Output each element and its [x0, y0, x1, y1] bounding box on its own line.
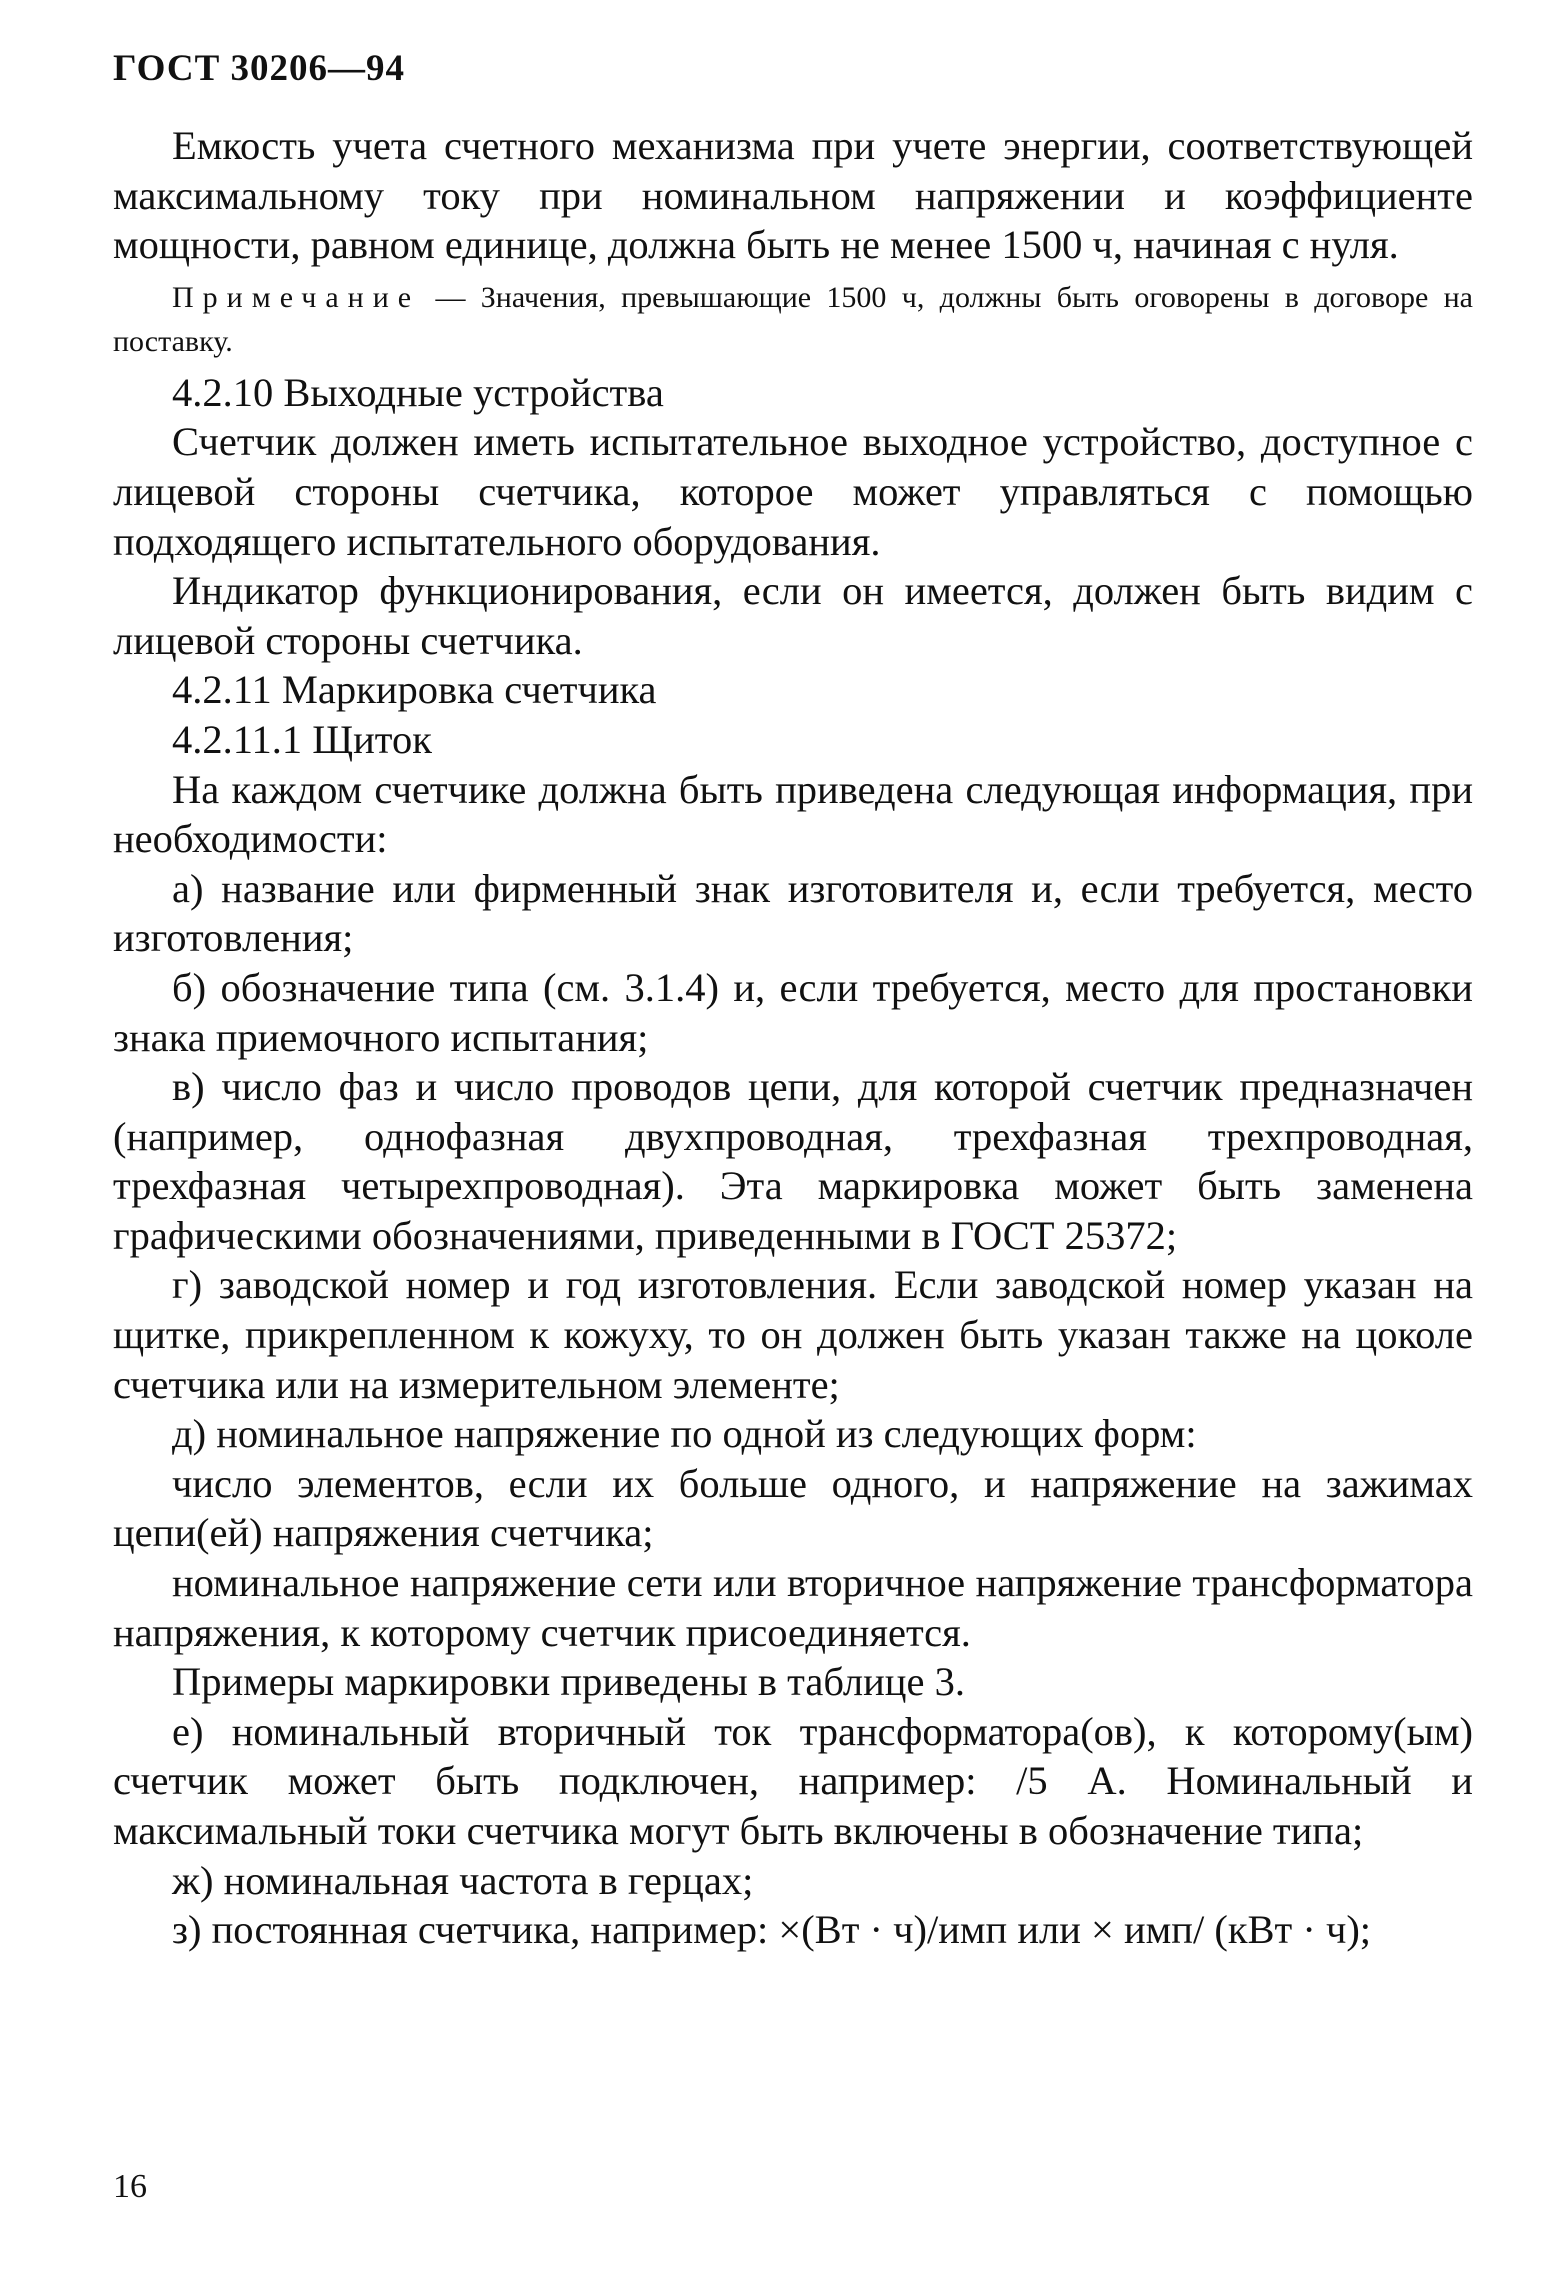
paragraph-elements-count: число элементов, если их больше одного, и напряжение на зажимах цепи(ей) напряжения счетчика;	[113, 1460, 1473, 1556]
note-label: Примечание	[172, 280, 421, 314]
list-item-e: е) номинальный вторичный ток трансформатора(ов), к которому(ым) счетчик может быть подключен, например: /5 А. Номинальный и максимальный токи счетчика могут быть включены в обозначение типа;	[113, 1708, 1473, 1853]
list-item-g: г) заводской номер и год изготовления. Если заводской номер указан на щитке, прикрепленном к кожуху, то он должен быть указан также на цоколе счетчика или на измерительном элементе;	[113, 1262, 1473, 1407]
page-number: 16	[113, 2168, 147, 2205]
paragraph-indicator: Индикатор функционирования, если он имеется, должен быть видим с лицевой стороны счетчика.	[113, 568, 1473, 663]
list-item-a: а) название или фирменный знак изготовителя и, если требуется, место изготовления;	[113, 865, 1473, 961]
paragraph-test-output: Счетчик должен иметь испытательное выходное устройство, доступное с лицевой стороны счетчика, которое может управляться с помощью подходящего испытательного оборудования.	[113, 419, 1473, 564]
list-item-zh: ж) номинальная частота в герцах;	[172, 1857, 754, 1903]
list-item-v: в) число фаз и число проводов цепи, для которой счетчик предназначен (например, однофазная двухпроводная, трехфазная трехпроводная, трехфазная четырехпроводная). Эта маркировка может быть заменена графическими обозначениями, приведенными в ГОСТ 25372;	[113, 1064, 1473, 1258]
list-item-z: з) постоянная счетчика, например: ×(Вт · ч)/имп или × имп/ (кВт · ч);	[172, 1907, 1372, 1953]
list-item-d: д) номинальное напряжение по одной из следующих форм:	[172, 1411, 1197, 1457]
note	[113, 276, 1473, 364]
paragraph-network-voltage: номинальное напряжение сети или вторичное напряжение трансформатора напряжения, к которому счетчик присоединяется.	[113, 1560, 1473, 1655]
section-heading-output-devices: 4.2.10 Выходные устройства	[172, 369, 664, 415]
section-heading-nameplate: 4.2.11.1 Щиток	[172, 716, 432, 762]
document-header: ГОСТ 30206—94	[113, 48, 405, 89]
paragraph-capacity: Емкость учета счетного механизма при учете энергии, соответствующей максимальному току при номинальном напряжении и коэффициенте мощности, равном единице, должна быть не менее 1500 ч, начиная с нуля.	[113, 123, 1473, 268]
paragraph-marking-examples: Примеры маркировки приведены в таблице 3.	[172, 1659, 965, 1705]
note-text: — Значения, превышающие 1500 ч, должны быть оговорены в договоре на поставку.	[113, 280, 1473, 358]
list-item-b: б) обозначение типа (см. 3.1.4) и, если требуется, место для простановки знака приемочного испытания;	[113, 964, 1473, 1060]
document-page	[113, 50, 1473, 1955]
paragraph-info-intro: На каждом счетчике должна быть приведена следующая информация, при необходимости:	[113, 766, 1473, 862]
section-heading-marking: 4.2.11 Маркировка счетчика	[172, 667, 657, 713]
